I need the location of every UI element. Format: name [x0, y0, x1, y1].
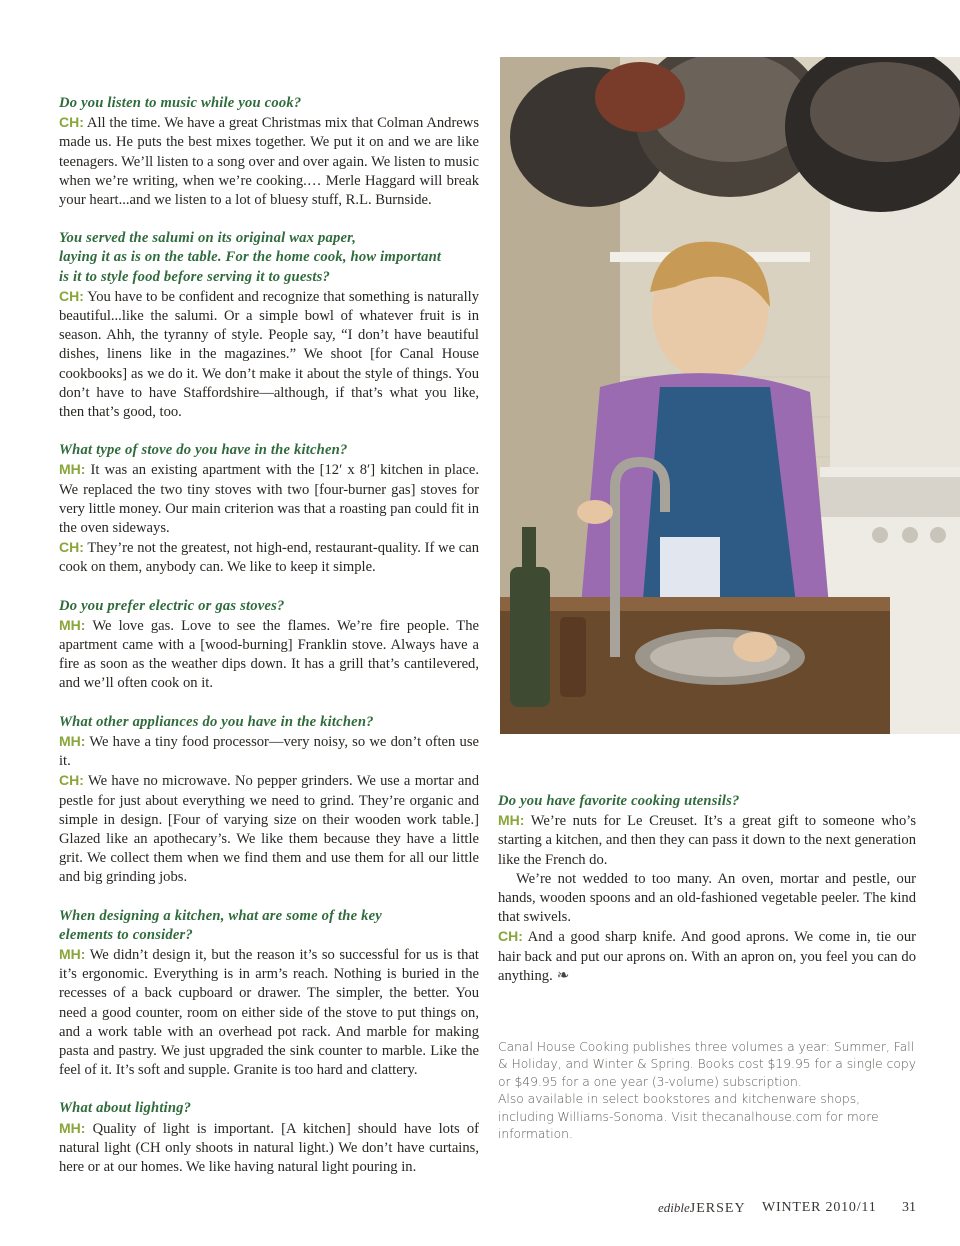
answer-paragraph [59, 538, 479, 577]
qa-block [59, 1099, 479, 1177]
answer-text: We have a tiny food processor—very noisy, so we don’t often use it. [59, 733, 479, 770]
question-line: What other appliances do you have in the kitchen? [59, 713, 374, 730]
page-footer [658, 1200, 918, 1220]
question-heading [59, 229, 479, 287]
answer-paragraph [59, 616, 479, 694]
answer-paragraph [498, 811, 916, 870]
answer-paragraph [59, 771, 479, 887]
info-line: Also available in select bookstores and kitchenware shops, including Williams-Sonoma. Visit thecanalhouse.com for more information. [498, 1092, 879, 1142]
speaker-label: CH: [59, 772, 84, 789]
qa-block [59, 94, 479, 210]
answer-text: It was an existing apartment with the [12′ x 8′] kitchen in place. We replaced the two tiny stoves with two [four-burner gas] stoves for very little money. Our main criterion was that a roasting pan could fit in the oven sideways. [59, 462, 479, 537]
end-mark-icon: ❧ [556, 967, 570, 984]
info-box [498, 1039, 918, 1143]
answer-text: You have to be confident and recognize that something is naturally beautiful...like the salumi. Or a simple bowl of whatever fruit is in season. Ahh, the tyranny of style. People say, “I don’t have beautiful dishes, linens like in the magazines.” We shoot [for Canal House cookbooks] as we do it. We don’t make it about the style of things. You don’t have to have Staffordshire—although, if that’s what you like, then that’s good, too. [59, 288, 479, 421]
answer-text: We love gas. Love to see the flames. We’re fire people. The apartment came with a [wood-burning] Franklin stove. Always have a fire as soon as the weather dips down. It has a grill that’s cantilevered, and we’ll often cook on it. [59, 617, 479, 692]
question-line: What type of stove do you have in the kitchen? [59, 442, 348, 459]
answer-text: We’re nuts for Le Creuset. It’s a great gift to someone who’s starting a kitchen, and then they can pass it down to the next generation like the French do. [498, 813, 917, 868]
qa-block [59, 597, 479, 694]
question-heading [59, 1099, 479, 1118]
answer-text: We have no microwave. No pepper grinders. We use a mortar and pestle for just about everything we need to grind. They’re organic and simple in design. [Four of varying size on their wooden work table.] Glazed like an apothecary’s. We like them because they have a little grit. We collect them when we find them and use them for all our little and big grinding jobs. [59, 773, 480, 886]
speaker-label: MH: [59, 945, 86, 962]
speaker-label: CH: [59, 114, 84, 131]
page-number: 31 [902, 1200, 916, 1215]
question-line: Do you listen to music while you cook? [59, 95, 302, 111]
answer-text: All the time. We have a great Christmas mix that Colman Andrews made us. He puts the best mixes together. We put it on and we are like teenagers. We’ll listen to a song over and over again. We listen to music when we’re writing, when we’re cooking.… Merle Haggard will break your heart...and we listen to a lot of bluesy stuff, R.L. Burnside. [59, 115, 480, 209]
question-heading: Do you have favorite cooking utensils? [498, 793, 740, 809]
qa-block [59, 441, 479, 577]
question-line: laying it as is on the table. For the home cook, how important [59, 249, 442, 266]
magazine-title: JERSEY [689, 1201, 746, 1216]
question-line: is it to style food before serving it to guests? [59, 268, 331, 285]
question-heading [59, 713, 479, 732]
kitchen-photo [500, 57, 960, 734]
magazine-prefix: edible [658, 1200, 690, 1215]
question-heading [59, 597, 479, 616]
speaker-label: MH: [59, 732, 86, 749]
question-line: Do you prefer electric or gas stoves? [59, 597, 285, 614]
question-heading [59, 907, 479, 945]
info-line: Canal House Cooking publishes three volumes a year: Summer, Fall & Holiday, and Winter & Spring. Books cost $19.95 for a single copy or $49.95 for a one year (3-volume) subscription. [498, 1040, 917, 1089]
question-heading [59, 441, 479, 460]
speaker-label: MH: [59, 1119, 86, 1136]
answer-paragraph [59, 732, 479, 771]
question-heading [59, 94, 479, 113]
answer-paragraph [59, 945, 479, 1080]
answer-paragraph [59, 1119, 479, 1178]
question-line: You served the salumi on its original wax paper, [59, 230, 357, 247]
speaker-label: MH: [59, 461, 86, 478]
issue-label: WINTER 2010/11 [762, 1200, 877, 1215]
answer-text: We didn’t design it, but the reason it’s so successful for us is that it’s ergonomic. Everything is in arm’s reach. Nothing is buried in the recesses of a back cupboard or drawer. The simpler, the better. You need a good counter, room on either side of the stove to put things on, and a work table with an overhead pot rack. And marble for making pasta and pastry. We just upgraded the sink counter to marble. Like the feel of it. It’s soft and supple. Granite is too hard and clattery. [59, 946, 479, 1079]
question-line: When designing a kitchen, what are some of the key [59, 907, 382, 924]
qa-block [59, 713, 479, 888]
kitchen-photo-illustration [500, 57, 960, 734]
speaker-label: CH: [59, 287, 84, 304]
answer-paragraph [59, 287, 479, 422]
answer-paragraph-continued: We’re not wedded to too many. An oven, mortar and pestle, our hands, wooden spoons and an old-fashioned vegetable peeler. The kind that swivels. [498, 870, 916, 926]
right-column [498, 792, 916, 986]
qa-block [59, 229, 479, 422]
speaker-label: MH: [498, 812, 525, 829]
qa-block [59, 907, 479, 1081]
answer-text: And a good sharp knife. And good aprons. We come in, tie our hair back and put our aprons on. With an apron on, you feel you can do anything. [498, 929, 917, 984]
answer-paragraph [59, 460, 479, 538]
left-column [59, 94, 479, 1196]
speaker-label: CH: [498, 928, 523, 945]
speaker-label: MH: [59, 616, 86, 633]
answer-text: They’re not the greatest, not high-end, restaurant-quality. If we can cook on them, anybody can. We like to keep it simple. [59, 540, 480, 576]
answer-paragraph [498, 927, 916, 986]
answer-text: Quality of light is important. [A kitchen] should have lots of natural light (CH only shoots in natural light.) We don’t have curtains, here or at our homes. We like having natural light pouring in. [59, 1120, 479, 1175]
magazine-name [658, 1200, 746, 1217]
speaker-label: CH: [59, 539, 84, 556]
question-line: What about lighting? [59, 1100, 192, 1117]
question-line: elements to consider? [59, 926, 193, 943]
answer-paragraph [59, 113, 479, 210]
